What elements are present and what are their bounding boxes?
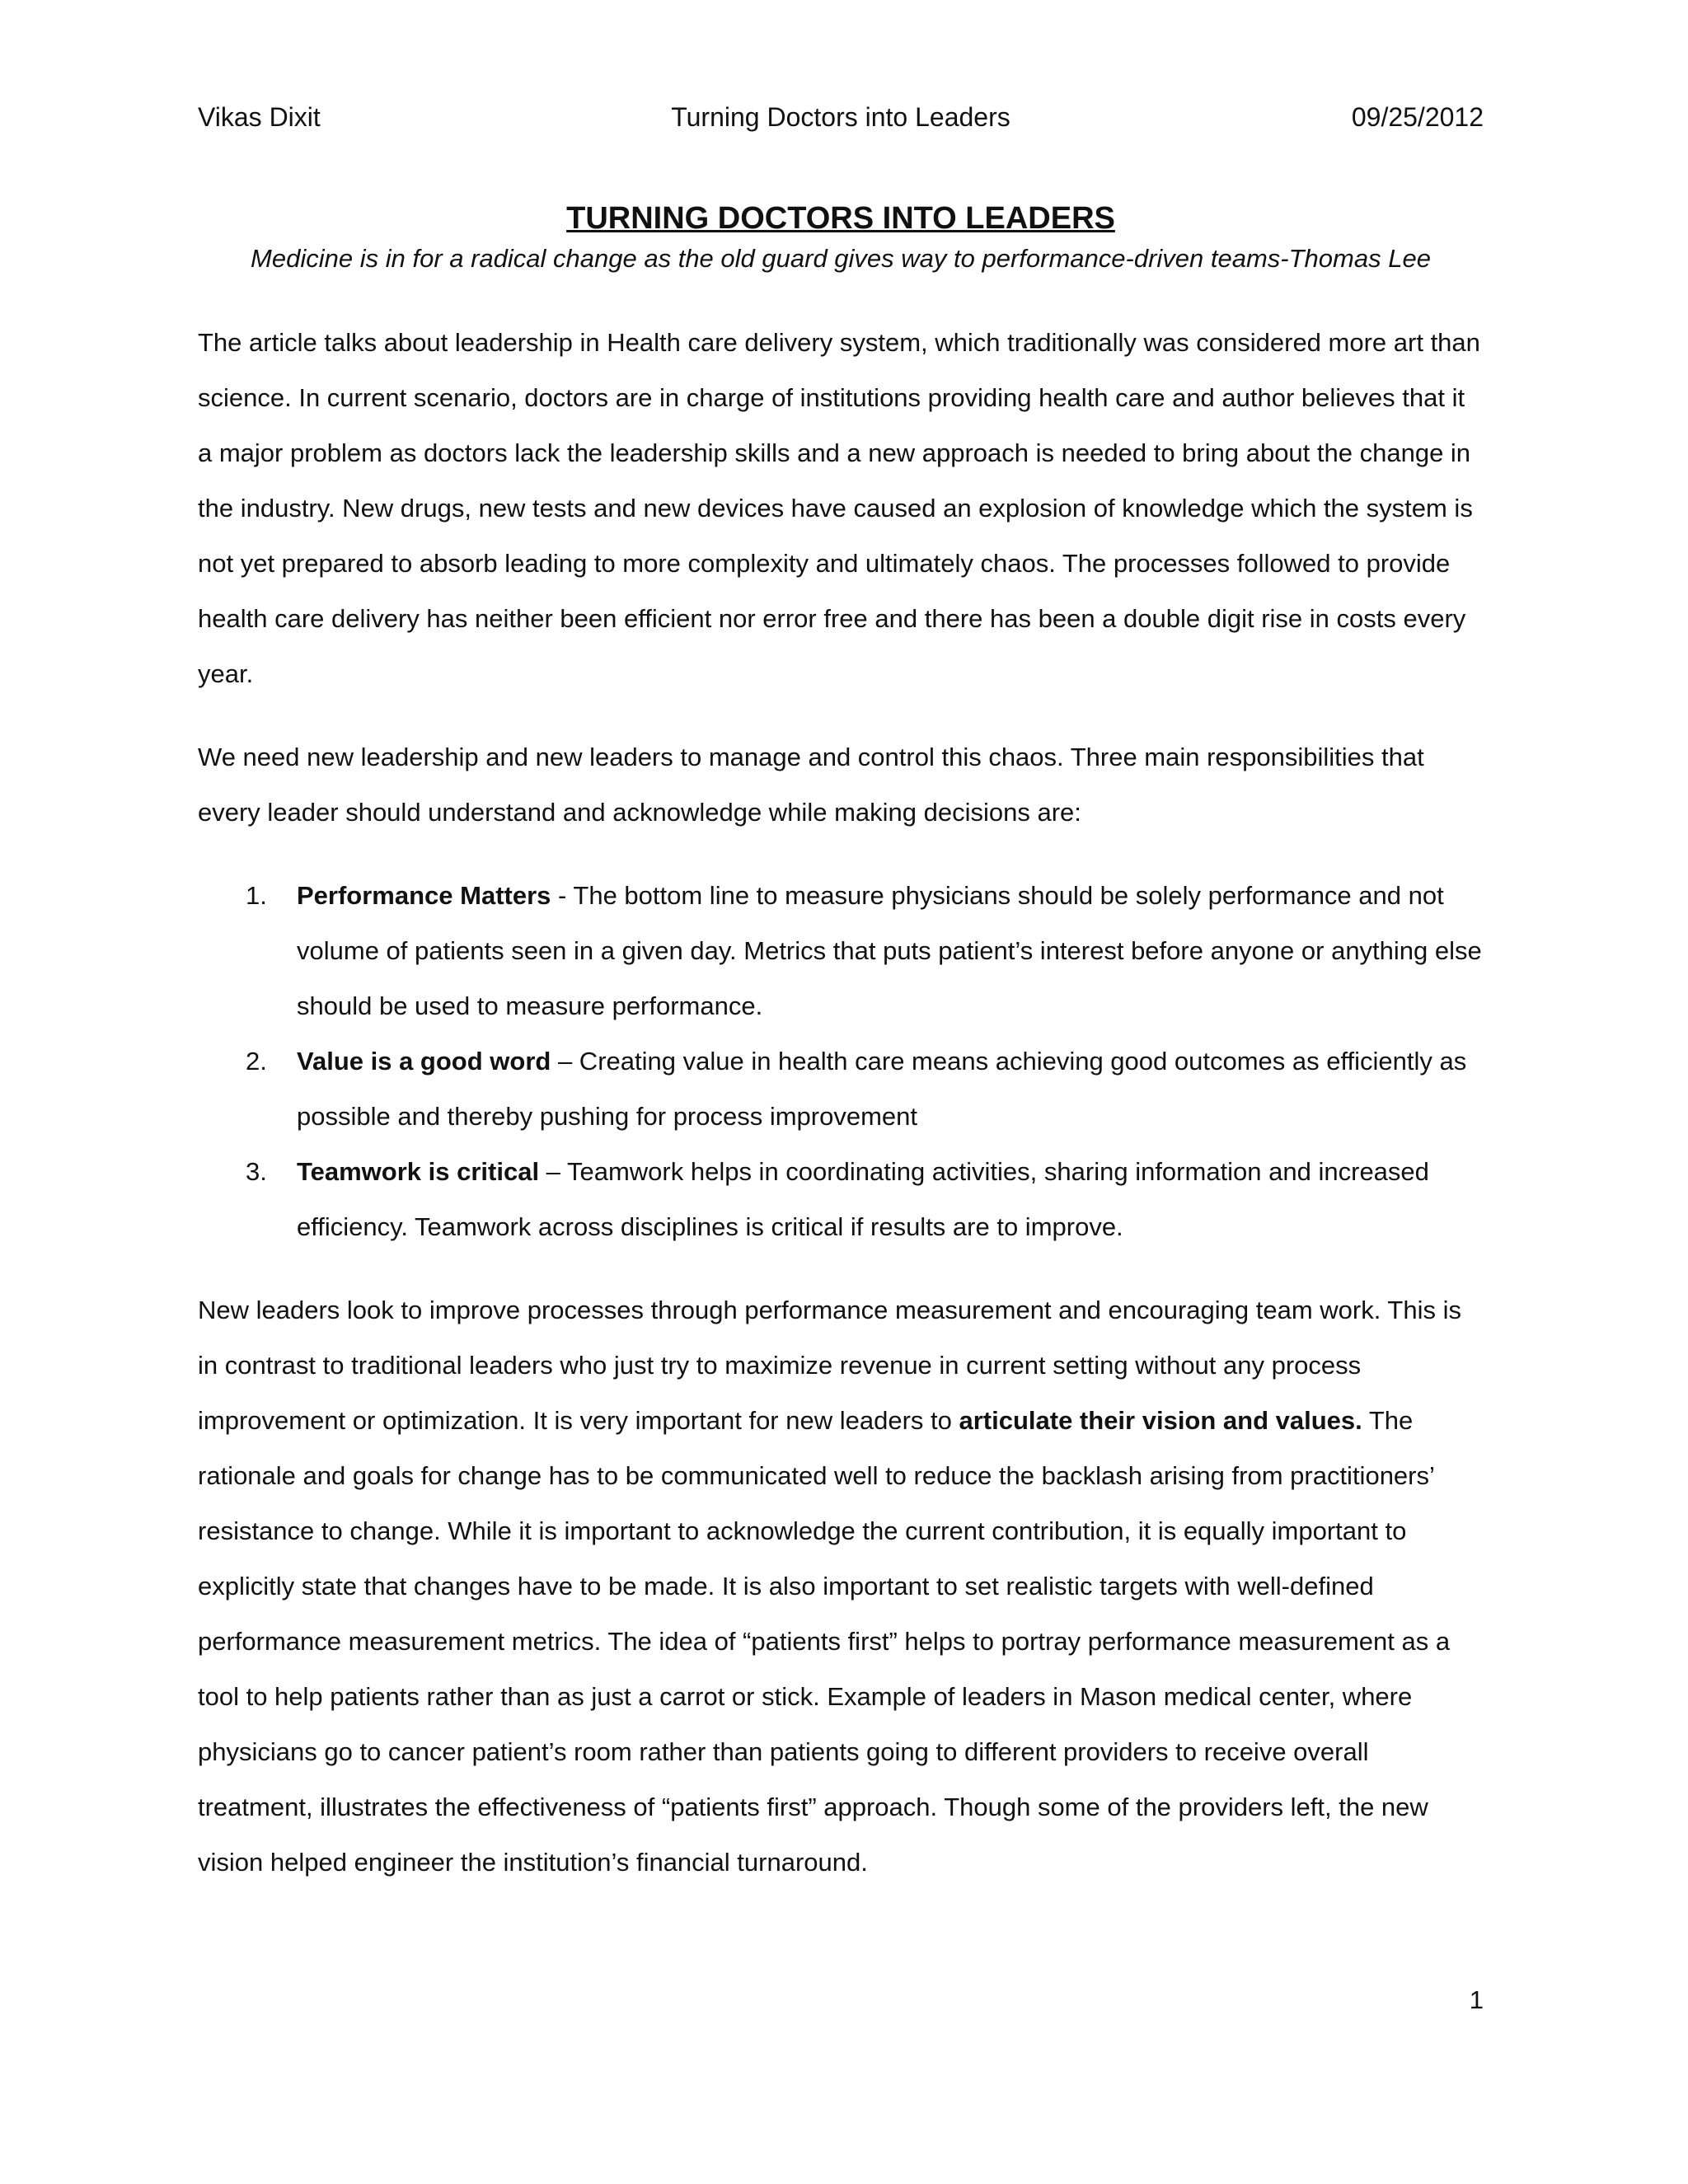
responsibilities-list: [198, 868, 1484, 1254]
list-number: 3.: [246, 1157, 267, 1186]
header-running-title: Turning Doctors into Leaders: [671, 102, 1010, 132]
list-item-heading: Performance Matters: [297, 881, 551, 910]
list-item-heading: Teamwork is critical: [297, 1157, 540, 1186]
list-item: [198, 868, 1484, 1033]
paragraph-intro: The article talks about leadership in Health care delivery system, which traditionally was considered more art than science. In current scenario, doctors are in charge of institutions providing health care and author believes that it a major problem as doctors lack the leadership skills and a new approach is needed to bring about the change in the industry. New drugs, new tests and new devices have caused an explosion of knowledge which the system is not yet prepared to absorb leading to more complexity and ultimately chaos. The processes followed to provide health care delivery has neither been efficient nor error free and there has been a double digit rise in costs every year.: [198, 328, 1480, 688]
paragraph-text: New leaders look to improve processes through performance measurement and encouraging team work. This is in contrast to traditional leaders who just try to maximize revenue in current setting without any process improvement or optimization. It is very important for new leaders to: [198, 1296, 1461, 1435]
page-number: 1: [1469, 1985, 1484, 2014]
list-item-text: – Creating value in health care means achieving good outcomes as efficiently as possible and thereby pushing for process improvement: [297, 1047, 1467, 1131]
header-date: 09/25/2012: [1351, 102, 1484, 132]
list-item-heading: Value is a good word: [297, 1047, 551, 1076]
list-item: [198, 1144, 1484, 1254]
page-header: [198, 92, 1484, 142]
list-number: 1.: [246, 881, 267, 910]
list-number: 2.: [246, 1047, 267, 1076]
document-page: [198, 92, 1484, 2153]
list-item-text: - The bottom line to measure physicians should be solely performance and not volume of patients seen in a given day. Metrics that puts patient’s interest before anyone or anything else should be used to measure performance.: [297, 881, 1482, 1020]
document-title: TURNING DOCTORS INTO LEADERS: [566, 201, 1115, 236]
list-item-text: – Teamwork helps in coordinating activities, sharing information and increased efficiency. Teamwork across disciplines is critical if results are to improve.: [297, 1157, 1429, 1241]
list-item: [198, 1033, 1484, 1144]
paragraph-responsibilities: We need new leadership and new leaders to manage and control this chaos. Three main responsibilities that every leader should understand and acknowledge while making decisions are:: [198, 743, 1424, 827]
header-author: Vikas Dixit: [198, 102, 321, 132]
paragraph-new-leaders: [198, 1282, 1484, 1890]
paragraph-text: The rationale and goals for change has to be communicated well to reduce the backlash arising from practitioners’ resistance to change. While it is important to acknowledge the current contribution, it is equally important to explicitly state that changes have to be made. It is also important to set realistic targets with well-defined performance measurement metrics. The idea of “patients first” helps to portray performance measurement as a tool to help patients rather than as just a carrot or stick. Example of leaders in Mason medical center, where physicians go to cancer patient’s room rather than patients going to different providers to receive overall treatment, illustrates the effectiveness of “patients first” approach. Though some of the providers left, the new vision helped engineer the institution’s financial turnaround.: [198, 1406, 1451, 1877]
document-body: [198, 315, 1484, 1918]
document-subtitle: Medicine is in for a radical change as the old guard gives way to performance-driven teams-Thomas Lee: [251, 244, 1431, 273]
emphasis-text: articulate their vision and values.: [959, 1406, 1362, 1435]
